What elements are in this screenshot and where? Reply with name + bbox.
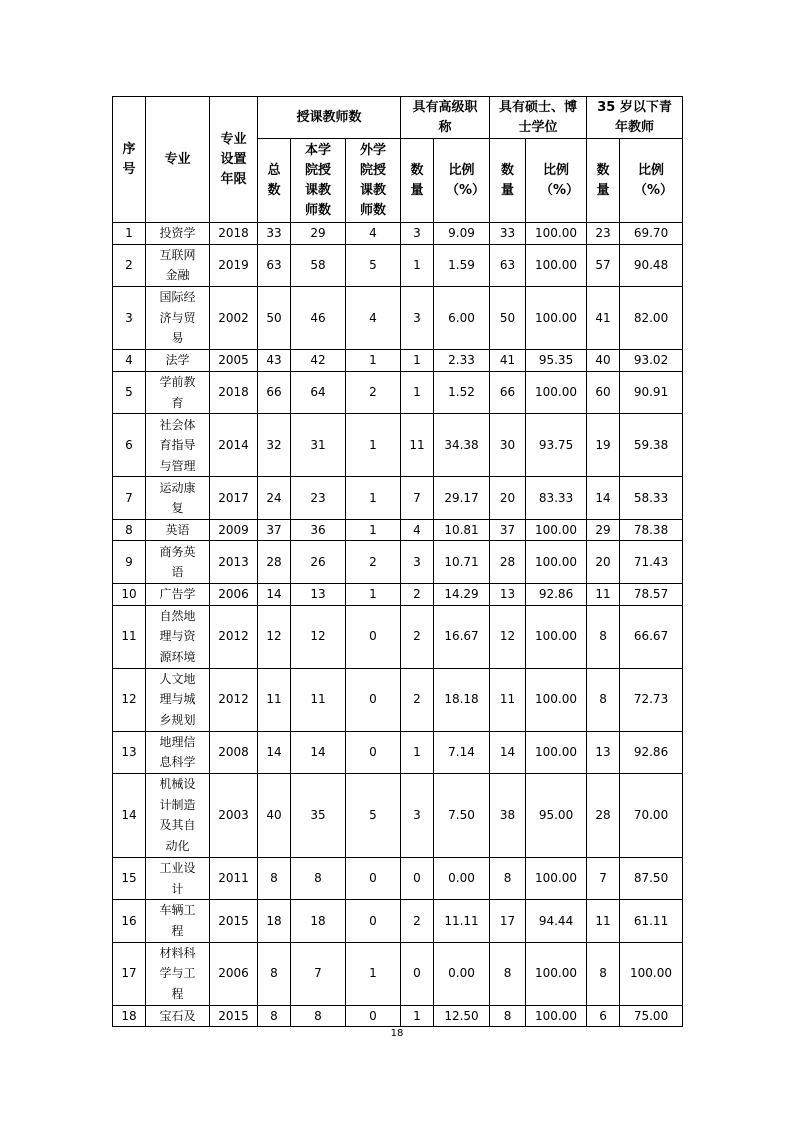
row-major: 运动康复 <box>146 477 210 519</box>
table-row <box>113 900 683 942</box>
row-year: 2013 <box>210 541 258 583</box>
row-year: 2005 <box>210 350 258 372</box>
row-major: 车辆工程 <box>146 900 210 942</box>
row-internal: 8 <box>291 1005 346 1027</box>
row-internal: 13 <box>291 583 346 605</box>
row-degree-count: 66 <box>490 371 526 413</box>
row-seq: 11 <box>113 605 146 668</box>
row-degree-count: 28 <box>490 541 526 583</box>
row-young-count: 60 <box>587 371 620 413</box>
row-external: 0 <box>346 668 401 731</box>
row-degree-count: 8 <box>490 1005 526 1027</box>
row-seq: 6 <box>113 414 146 477</box>
row-young-count: 41 <box>587 287 620 350</box>
row-total: 66 <box>258 371 291 413</box>
row-major: 互联网金融 <box>146 244 210 286</box>
row-internal: 14 <box>291 731 346 773</box>
row-senior-count: 3 <box>401 774 434 858</box>
row-degree-ratio: 95.35 <box>526 350 587 372</box>
row-major: 人文地理与城乡规划 <box>146 668 210 731</box>
row-seq: 2 <box>113 244 146 286</box>
header-young-ratio: 比例（%） <box>620 139 683 223</box>
row-internal: 31 <box>291 414 346 477</box>
row-internal: 46 <box>291 287 346 350</box>
row-total: 12 <box>258 605 291 668</box>
row-year: 2015 <box>210 1005 258 1027</box>
row-senior-count: 2 <box>401 668 434 731</box>
row-total: 40 <box>258 774 291 858</box>
row-young-count: 28 <box>587 774 620 858</box>
row-senior-ratio: 0.00 <box>434 942 490 1005</box>
row-degree-count: 50 <box>490 287 526 350</box>
row-seq: 14 <box>113 774 146 858</box>
row-young-count: 6 <box>587 1005 620 1027</box>
row-young-count: 20 <box>587 541 620 583</box>
row-young-ratio: 71.43 <box>620 541 683 583</box>
table-row <box>113 371 683 413</box>
row-total: 8 <box>258 1005 291 1027</box>
row-degree-ratio: 100.00 <box>526 371 587 413</box>
row-total: 28 <box>258 541 291 583</box>
row-young-count: 8 <box>587 942 620 1005</box>
header-degree: 具有硕士、博士学位 <box>490 97 587 139</box>
row-young-ratio: 58.33 <box>620 477 683 519</box>
row-seq: 18 <box>113 1005 146 1027</box>
row-degree-ratio: 95.00 <box>526 774 587 858</box>
row-degree-count: 33 <box>490 223 526 245</box>
row-major: 英语 <box>146 519 210 541</box>
row-young-count: 40 <box>587 350 620 372</box>
row-year: 2008 <box>210 731 258 773</box>
row-total: 33 <box>258 223 291 245</box>
row-young-count: 13 <box>587 731 620 773</box>
row-senior-ratio: 16.67 <box>434 605 490 668</box>
row-total: 11 <box>258 668 291 731</box>
row-young-count: 11 <box>587 583 620 605</box>
row-year: 2012 <box>210 605 258 668</box>
row-young-count: 8 <box>587 605 620 668</box>
row-degree-ratio: 100.00 <box>526 857 587 899</box>
page-number: 18 <box>390 1028 404 1039</box>
table-row <box>113 605 683 668</box>
row-external: 1 <box>346 583 401 605</box>
row-seq: 10 <box>113 583 146 605</box>
row-major: 自然地理与资源环境 <box>146 605 210 668</box>
row-senior-ratio: 1.52 <box>434 371 490 413</box>
row-internal: 58 <box>291 244 346 286</box>
row-major: 机械设计制造及其自动化 <box>146 774 210 858</box>
row-total: 43 <box>258 350 291 372</box>
row-seq: 13 <box>113 731 146 773</box>
row-internal: 8 <box>291 857 346 899</box>
row-year: 2014 <box>210 414 258 477</box>
row-senior-ratio: 9.09 <box>434 223 490 245</box>
row-senior-count: 2 <box>401 900 434 942</box>
row-total: 37 <box>258 519 291 541</box>
row-senior-count: 3 <box>401 223 434 245</box>
row-young-count: 57 <box>587 244 620 286</box>
table-row <box>113 350 683 372</box>
table-row <box>113 731 683 773</box>
row-senior-ratio: 18.18 <box>434 668 490 731</box>
row-young-count: 29 <box>587 519 620 541</box>
row-young-count: 11 <box>587 900 620 942</box>
row-major: 广告学 <box>146 583 210 605</box>
row-senior-ratio: 6.00 <box>434 287 490 350</box>
row-degree-ratio: 92.86 <box>526 583 587 605</box>
header-young-teachers: 35 岁以下青年教师 <box>587 97 683 139</box>
row-senior-ratio: 10.71 <box>434 541 490 583</box>
row-degree-count: 38 <box>490 774 526 858</box>
row-external: 4 <box>346 223 401 245</box>
row-senior-ratio: 14.29 <box>434 583 490 605</box>
row-degree-ratio: 100.00 <box>526 223 587 245</box>
row-total: 18 <box>258 900 291 942</box>
row-internal: 64 <box>291 371 346 413</box>
row-external: 1 <box>346 414 401 477</box>
table-row <box>113 583 683 605</box>
row-external: 1 <box>346 519 401 541</box>
row-internal: 23 <box>291 477 346 519</box>
row-major: 商务英语 <box>146 541 210 583</box>
table-row <box>113 223 683 245</box>
row-young-ratio: 93.02 <box>620 350 683 372</box>
row-internal: 36 <box>291 519 346 541</box>
row-degree-ratio: 100.00 <box>526 541 587 583</box>
row-major: 宝石及 <box>146 1005 210 1027</box>
row-senior-count: 4 <box>401 519 434 541</box>
row-year: 2015 <box>210 900 258 942</box>
row-senior-count: 0 <box>401 857 434 899</box>
header-years: 专业设置年限 <box>210 97 258 223</box>
row-senior-count: 2 <box>401 583 434 605</box>
row-external: 0 <box>346 1005 401 1027</box>
table-row <box>113 287 683 350</box>
row-young-ratio: 90.91 <box>620 371 683 413</box>
row-degree-ratio: 100.00 <box>526 942 587 1005</box>
row-year: 2009 <box>210 519 258 541</box>
row-young-ratio: 61.11 <box>620 900 683 942</box>
row-year: 2018 <box>210 371 258 413</box>
row-major: 社会体育指导与管理 <box>146 414 210 477</box>
row-external: 5 <box>346 244 401 286</box>
row-degree-ratio: 100.00 <box>526 244 587 286</box>
header-degree-count: 数量 <box>490 139 526 223</box>
row-senior-count: 7 <box>401 477 434 519</box>
row-internal: 18 <box>291 900 346 942</box>
row-seq: 7 <box>113 477 146 519</box>
header-senior-ratio: 比例（%） <box>434 139 490 223</box>
row-degree-count: 41 <box>490 350 526 372</box>
row-major: 投资学 <box>146 223 210 245</box>
table-row <box>113 1005 683 1027</box>
row-major: 国际经济与贸易 <box>146 287 210 350</box>
row-seq: 15 <box>113 857 146 899</box>
row-degree-count: 11 <box>490 668 526 731</box>
row-senior-count: 3 <box>401 287 434 350</box>
header-senior-count: 数量 <box>401 139 434 223</box>
table-body <box>113 223 683 1027</box>
row-young-count: 14 <box>587 477 620 519</box>
row-external: 1 <box>346 477 401 519</box>
table-row <box>113 774 683 858</box>
row-young-ratio: 70.00 <box>620 774 683 858</box>
row-senior-ratio: 34.38 <box>434 414 490 477</box>
row-young-count: 8 <box>587 668 620 731</box>
row-year: 2017 <box>210 477 258 519</box>
row-external: 0 <box>346 605 401 668</box>
header-internal: 本学院授课教师数 <box>291 139 346 223</box>
teacher-statistics-table <box>112 96 683 1027</box>
row-major: 法学 <box>146 350 210 372</box>
row-senior-ratio: 10.81 <box>434 519 490 541</box>
row-internal: 11 <box>291 668 346 731</box>
row-senior-ratio: 29.17 <box>434 477 490 519</box>
row-seq: 16 <box>113 900 146 942</box>
row-senior-count: 1 <box>401 1005 434 1027</box>
row-seq: 4 <box>113 350 146 372</box>
row-degree-count: 17 <box>490 900 526 942</box>
row-external: 2 <box>346 541 401 583</box>
header-total: 总数 <box>258 139 291 223</box>
row-year: 2006 <box>210 583 258 605</box>
row-degree-ratio: 83.33 <box>526 477 587 519</box>
row-senior-count: 1 <box>401 371 434 413</box>
row-year: 2002 <box>210 287 258 350</box>
row-year: 2019 <box>210 244 258 286</box>
row-young-ratio: 87.50 <box>620 857 683 899</box>
header-degree-ratio: 比例（%） <box>526 139 587 223</box>
row-seq: 1 <box>113 223 146 245</box>
row-senior-ratio: 0.00 <box>434 857 490 899</box>
row-major: 工业设计 <box>146 857 210 899</box>
table-row <box>113 244 683 286</box>
row-young-ratio: 92.86 <box>620 731 683 773</box>
table-row <box>113 414 683 477</box>
row-young-count: 7 <box>587 857 620 899</box>
row-major: 材料科学与工程 <box>146 942 210 1005</box>
row-young-count: 19 <box>587 414 620 477</box>
row-total: 14 <box>258 731 291 773</box>
row-senior-count: 2 <box>401 605 434 668</box>
row-seq: 5 <box>113 371 146 413</box>
row-degree-count: 13 <box>490 583 526 605</box>
row-senior-ratio: 1.59 <box>434 244 490 286</box>
table-row <box>113 668 683 731</box>
row-total: 32 <box>258 414 291 477</box>
row-internal: 26 <box>291 541 346 583</box>
row-degree-count: 8 <box>490 857 526 899</box>
row-degree-count: 12 <box>490 605 526 668</box>
row-degree-ratio: 94.44 <box>526 900 587 942</box>
row-young-ratio: 90.48 <box>620 244 683 286</box>
table-header <box>113 97 683 223</box>
row-external: 0 <box>346 900 401 942</box>
row-degree-ratio: 100.00 <box>526 1005 587 1027</box>
row-total: 50 <box>258 287 291 350</box>
row-degree-ratio: 100.00 <box>526 731 587 773</box>
row-total: 24 <box>258 477 291 519</box>
row-degree-count: 30 <box>490 414 526 477</box>
row-year: 2011 <box>210 857 258 899</box>
row-external: 5 <box>346 774 401 858</box>
header-major: 专业 <box>146 97 210 223</box>
row-senior-ratio: 7.14 <box>434 731 490 773</box>
row-senior-ratio: 11.11 <box>434 900 490 942</box>
header-senior-title: 具有高级职称 <box>401 97 490 139</box>
row-year: 2006 <box>210 942 258 1005</box>
row-young-count: 23 <box>587 223 620 245</box>
row-young-ratio: 69.70 <box>620 223 683 245</box>
row-seq: 9 <box>113 541 146 583</box>
row-young-ratio: 78.38 <box>620 519 683 541</box>
header-external: 外学院授课教师数 <box>346 139 401 223</box>
row-total: 14 <box>258 583 291 605</box>
row-senior-count: 0 <box>401 942 434 1005</box>
header-seq: 序号 <box>113 97 146 223</box>
row-internal: 29 <box>291 223 346 245</box>
row-internal: 42 <box>291 350 346 372</box>
row-young-ratio: 78.57 <box>620 583 683 605</box>
row-internal: 7 <box>291 942 346 1005</box>
row-external: 1 <box>346 942 401 1005</box>
row-internal: 12 <box>291 605 346 668</box>
row-external: 4 <box>346 287 401 350</box>
row-senior-count: 1 <box>401 731 434 773</box>
row-seq: 3 <box>113 287 146 350</box>
header-teachers: 授课教师数 <box>258 97 401 139</box>
row-total: 63 <box>258 244 291 286</box>
row-young-ratio: 66.67 <box>620 605 683 668</box>
row-senior-count: 1 <box>401 244 434 286</box>
row-year: 2003 <box>210 774 258 858</box>
row-degree-ratio: 100.00 <box>526 287 587 350</box>
row-degree-ratio: 100.00 <box>526 519 587 541</box>
row-senior-ratio: 7.50 <box>434 774 490 858</box>
row-young-ratio: 82.00 <box>620 287 683 350</box>
row-external: 2 <box>346 371 401 413</box>
row-senior-ratio: 12.50 <box>434 1005 490 1027</box>
table-row <box>113 519 683 541</box>
row-seq: 17 <box>113 942 146 1005</box>
table-row <box>113 477 683 519</box>
row-seq: 12 <box>113 668 146 731</box>
row-degree-count: 14 <box>490 731 526 773</box>
row-external: 1 <box>346 350 401 372</box>
row-year: 2012 <box>210 668 258 731</box>
row-senior-count: 1 <box>401 350 434 372</box>
row-senior-count: 11 <box>401 414 434 477</box>
row-major: 学前教育 <box>146 371 210 413</box>
row-degree-count: 8 <box>490 942 526 1005</box>
row-senior-ratio: 2.33 <box>434 350 490 372</box>
row-degree-count: 37 <box>490 519 526 541</box>
row-year: 2018 <box>210 223 258 245</box>
row-total: 8 <box>258 942 291 1005</box>
row-senior-count: 3 <box>401 541 434 583</box>
table-row <box>113 541 683 583</box>
row-major: 地理信息科学 <box>146 731 210 773</box>
table-row <box>113 942 683 1005</box>
row-young-ratio: 100.00 <box>620 942 683 1005</box>
row-young-ratio: 59.38 <box>620 414 683 477</box>
row-external: 0 <box>346 857 401 899</box>
row-seq: 8 <box>113 519 146 541</box>
row-degree-ratio: 100.00 <box>526 668 587 731</box>
table-row <box>113 857 683 899</box>
row-degree-ratio: 100.00 <box>526 605 587 668</box>
row-internal: 35 <box>291 774 346 858</box>
row-degree-ratio: 93.75 <box>526 414 587 477</box>
row-young-ratio: 75.00 <box>620 1005 683 1027</box>
row-young-ratio: 72.73 <box>620 668 683 731</box>
row-degree-count: 63 <box>490 244 526 286</box>
row-external: 0 <box>346 731 401 773</box>
row-total: 8 <box>258 857 291 899</box>
row-degree-count: 20 <box>490 477 526 519</box>
header-young-count: 数量 <box>587 139 620 223</box>
